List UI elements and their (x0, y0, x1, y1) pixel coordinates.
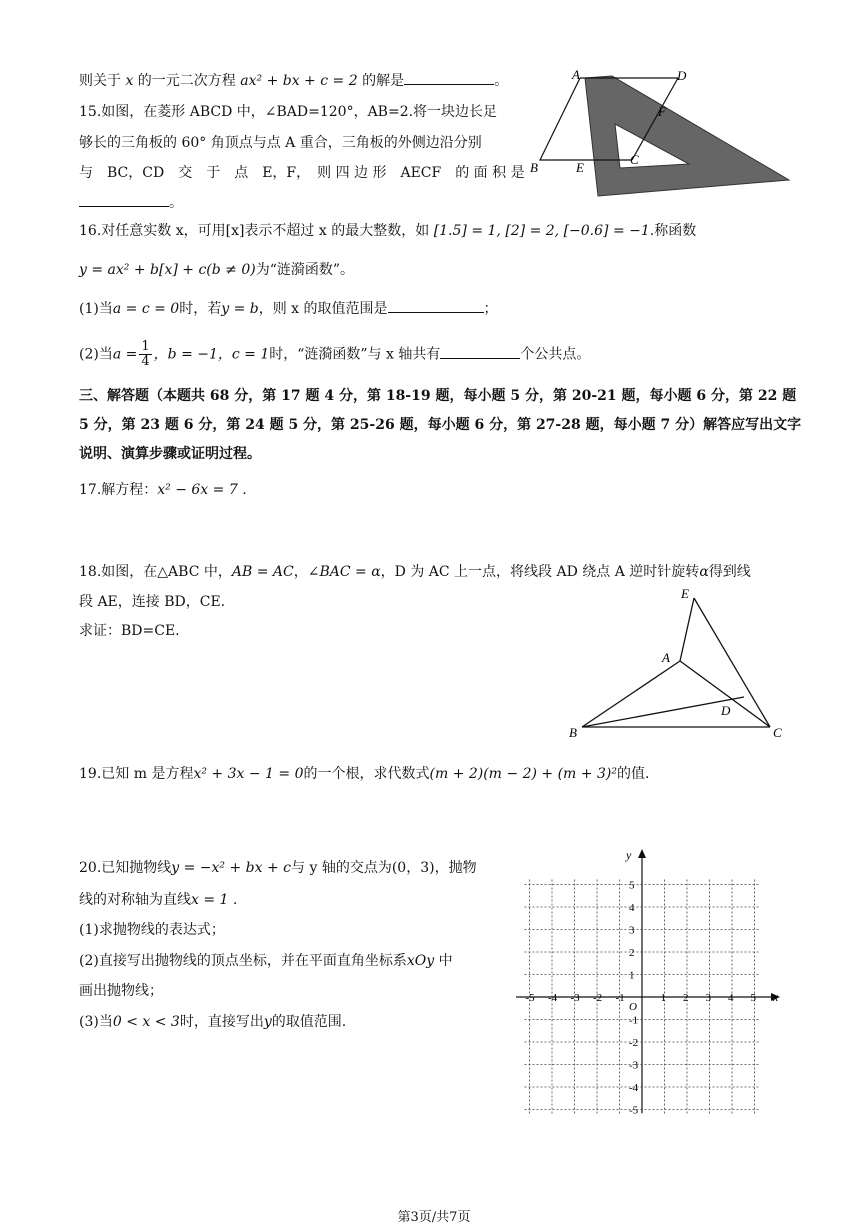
fig18-label-d: D (721, 703, 731, 718)
q20-line1: 20.已知抛物线y = −x² + bx + c与 y 轴的交点为(0，3)，抛物 (79, 860, 477, 876)
fig18-label-c: C (773, 725, 782, 740)
x-tick-label: 3 (705, 992, 711, 1004)
x-tick-label: 2 (683, 992, 689, 1004)
q15-line4: 。 (79, 192, 183, 213)
y-tick-label: 4 (629, 902, 635, 914)
q18-line1: 18.如图，在△ABC 中，AB = AC，∠BAC = α，D 为 AC 上一点，将线段 AD 绕点 A 逆时针旋转α得到线 (79, 564, 751, 580)
answer-blank[interactable] (79, 192, 169, 207)
section3-header-line1: 三、解答题（本题共 68 分，第 17 题 4 分，第 18-19 题，每小题 5 分，第 20-21 题，每小题 6 分，第 22 题 (79, 388, 797, 404)
answer-blank[interactable] (404, 70, 494, 85)
section3-header-line2: 5 分，第 23 题 6 分，第 24 题 5 分，第 25-26 题，每小题 6 分，第 27-28 题，每小题 7 分）解答应写出文字 (79, 417, 802, 433)
x-tick-label: -1 (615, 992, 625, 1004)
q15-line2: 够长的三角板的 60° 角顶点与点 A 重合，三角板的外侧边沿分别 (79, 135, 482, 151)
y-tick-label: 5 (629, 879, 635, 892)
y-tick-label: -2 (629, 1037, 639, 1049)
q18-line3: 求证：BD=CE. (79, 623, 180, 639)
y-tick-label: 2 (629, 947, 635, 959)
x-tick-label: -2 (593, 992, 603, 1004)
q15-line1: 15.如图，在菱形 ABCD 中，∠BAD=120°，AB=2.将一块边长足 (79, 104, 498, 120)
x-tick-label: -3 (570, 992, 580, 1004)
answer-blank[interactable] (440, 344, 520, 359)
section3-header-line3: 说明、演算步骤或证明过程。 (79, 446, 261, 462)
coordinate-grid (508, 845, 790, 1120)
fig15-label-f: F (658, 104, 666, 119)
q20-part2-cont: 画出抛物线； (79, 983, 163, 999)
page-footer: 第3页/共7页 (397, 1210, 471, 1225)
fig18-label-b: B (569, 725, 577, 740)
q14-continuation: 则关于 x 的一元二次方程 ax² + bx + c = 2 的解是 。 (79, 70, 508, 91)
q16-line2: y = ax² + b[x] + c(b ≠ 0)为“涟漪函数”。 (79, 262, 355, 278)
y-tick-label: -4 (629, 1082, 639, 1094)
q17: 17.解方程：x² − 6x = 7 . (79, 482, 247, 498)
fig18-label-a: A (662, 650, 670, 665)
fig15-label-a: A (572, 67, 580, 82)
fig15-label-e: E (576, 160, 584, 175)
q20-part2: (2)直接写出抛物线的顶点坐标，并在平面直角坐标系xOy 中 (79, 953, 453, 969)
q16-part1: (1)当a = c = 0时，若y = b，则 x 的取值范围是 ； (79, 298, 498, 319)
y-tick-label: 1 (629, 969, 635, 982)
x-tick-label: 4 (728, 992, 734, 1004)
q20-part1: (1)求抛物线的表达式； (79, 922, 225, 938)
q16-part2: (2)当a = $\frac{1}{4}$ ，b = −1，c = 1时，“涟漪函数”与 x 轴共有 个公共点。 (79, 339, 591, 369)
q20-line2: 线的对称轴为直线x = 1 . (79, 892, 238, 908)
q15-line3: 与 BC，CD 交 于 点 E，F， 则 四 边 形 AECF 的 面 积 是 (79, 165, 525, 181)
y-axis-label: y (626, 848, 632, 862)
q18-figure (566, 584, 796, 744)
y-axis-arrow (638, 849, 646, 858)
fraction-quarter: $\frac{1}{4}$ (141, 339, 150, 369)
q16-line1: 16.对任意实数 x，可用[x]表示不超过 x 的最大整数，如 [1.5] = 1, [2] = 2, [−0.6] = −1.称函数 (79, 223, 697, 239)
q19: 19.已知 m 是方程x² + 3x − 1 = 0的一个根，求代数式(m + 2)(m − 2) + (m + 3)²的值. (79, 766, 650, 782)
x-axis-label: x (773, 990, 779, 1004)
y-tick-label: -3 (629, 1059, 639, 1072)
x-tick-label: -5 (525, 992, 535, 1004)
x-tick-label: 5 (750, 992, 756, 1004)
y-tick-label: -5 (629, 1104, 639, 1117)
x-tick-label: -4 (548, 992, 558, 1004)
q20-part3: (3)当0 < x < 3时，直接写出y的取值范围. (79, 1014, 347, 1030)
x-tick-label: 1 (660, 992, 666, 1004)
answer-blank[interactable] (388, 298, 484, 313)
y-tick-label: -1 (629, 1014, 639, 1027)
q15-figure (528, 66, 793, 201)
fig15-label-b: B (530, 160, 538, 175)
fig15-label-c: C (630, 152, 639, 167)
q18-line2: 段 AE，连接 BD，CE. (79, 594, 226, 610)
origin-label: O (629, 1001, 637, 1013)
fig18-label-e: E (681, 586, 689, 601)
y-tick-label: 3 (629, 924, 635, 937)
fig15-label-d: D (677, 68, 687, 83)
